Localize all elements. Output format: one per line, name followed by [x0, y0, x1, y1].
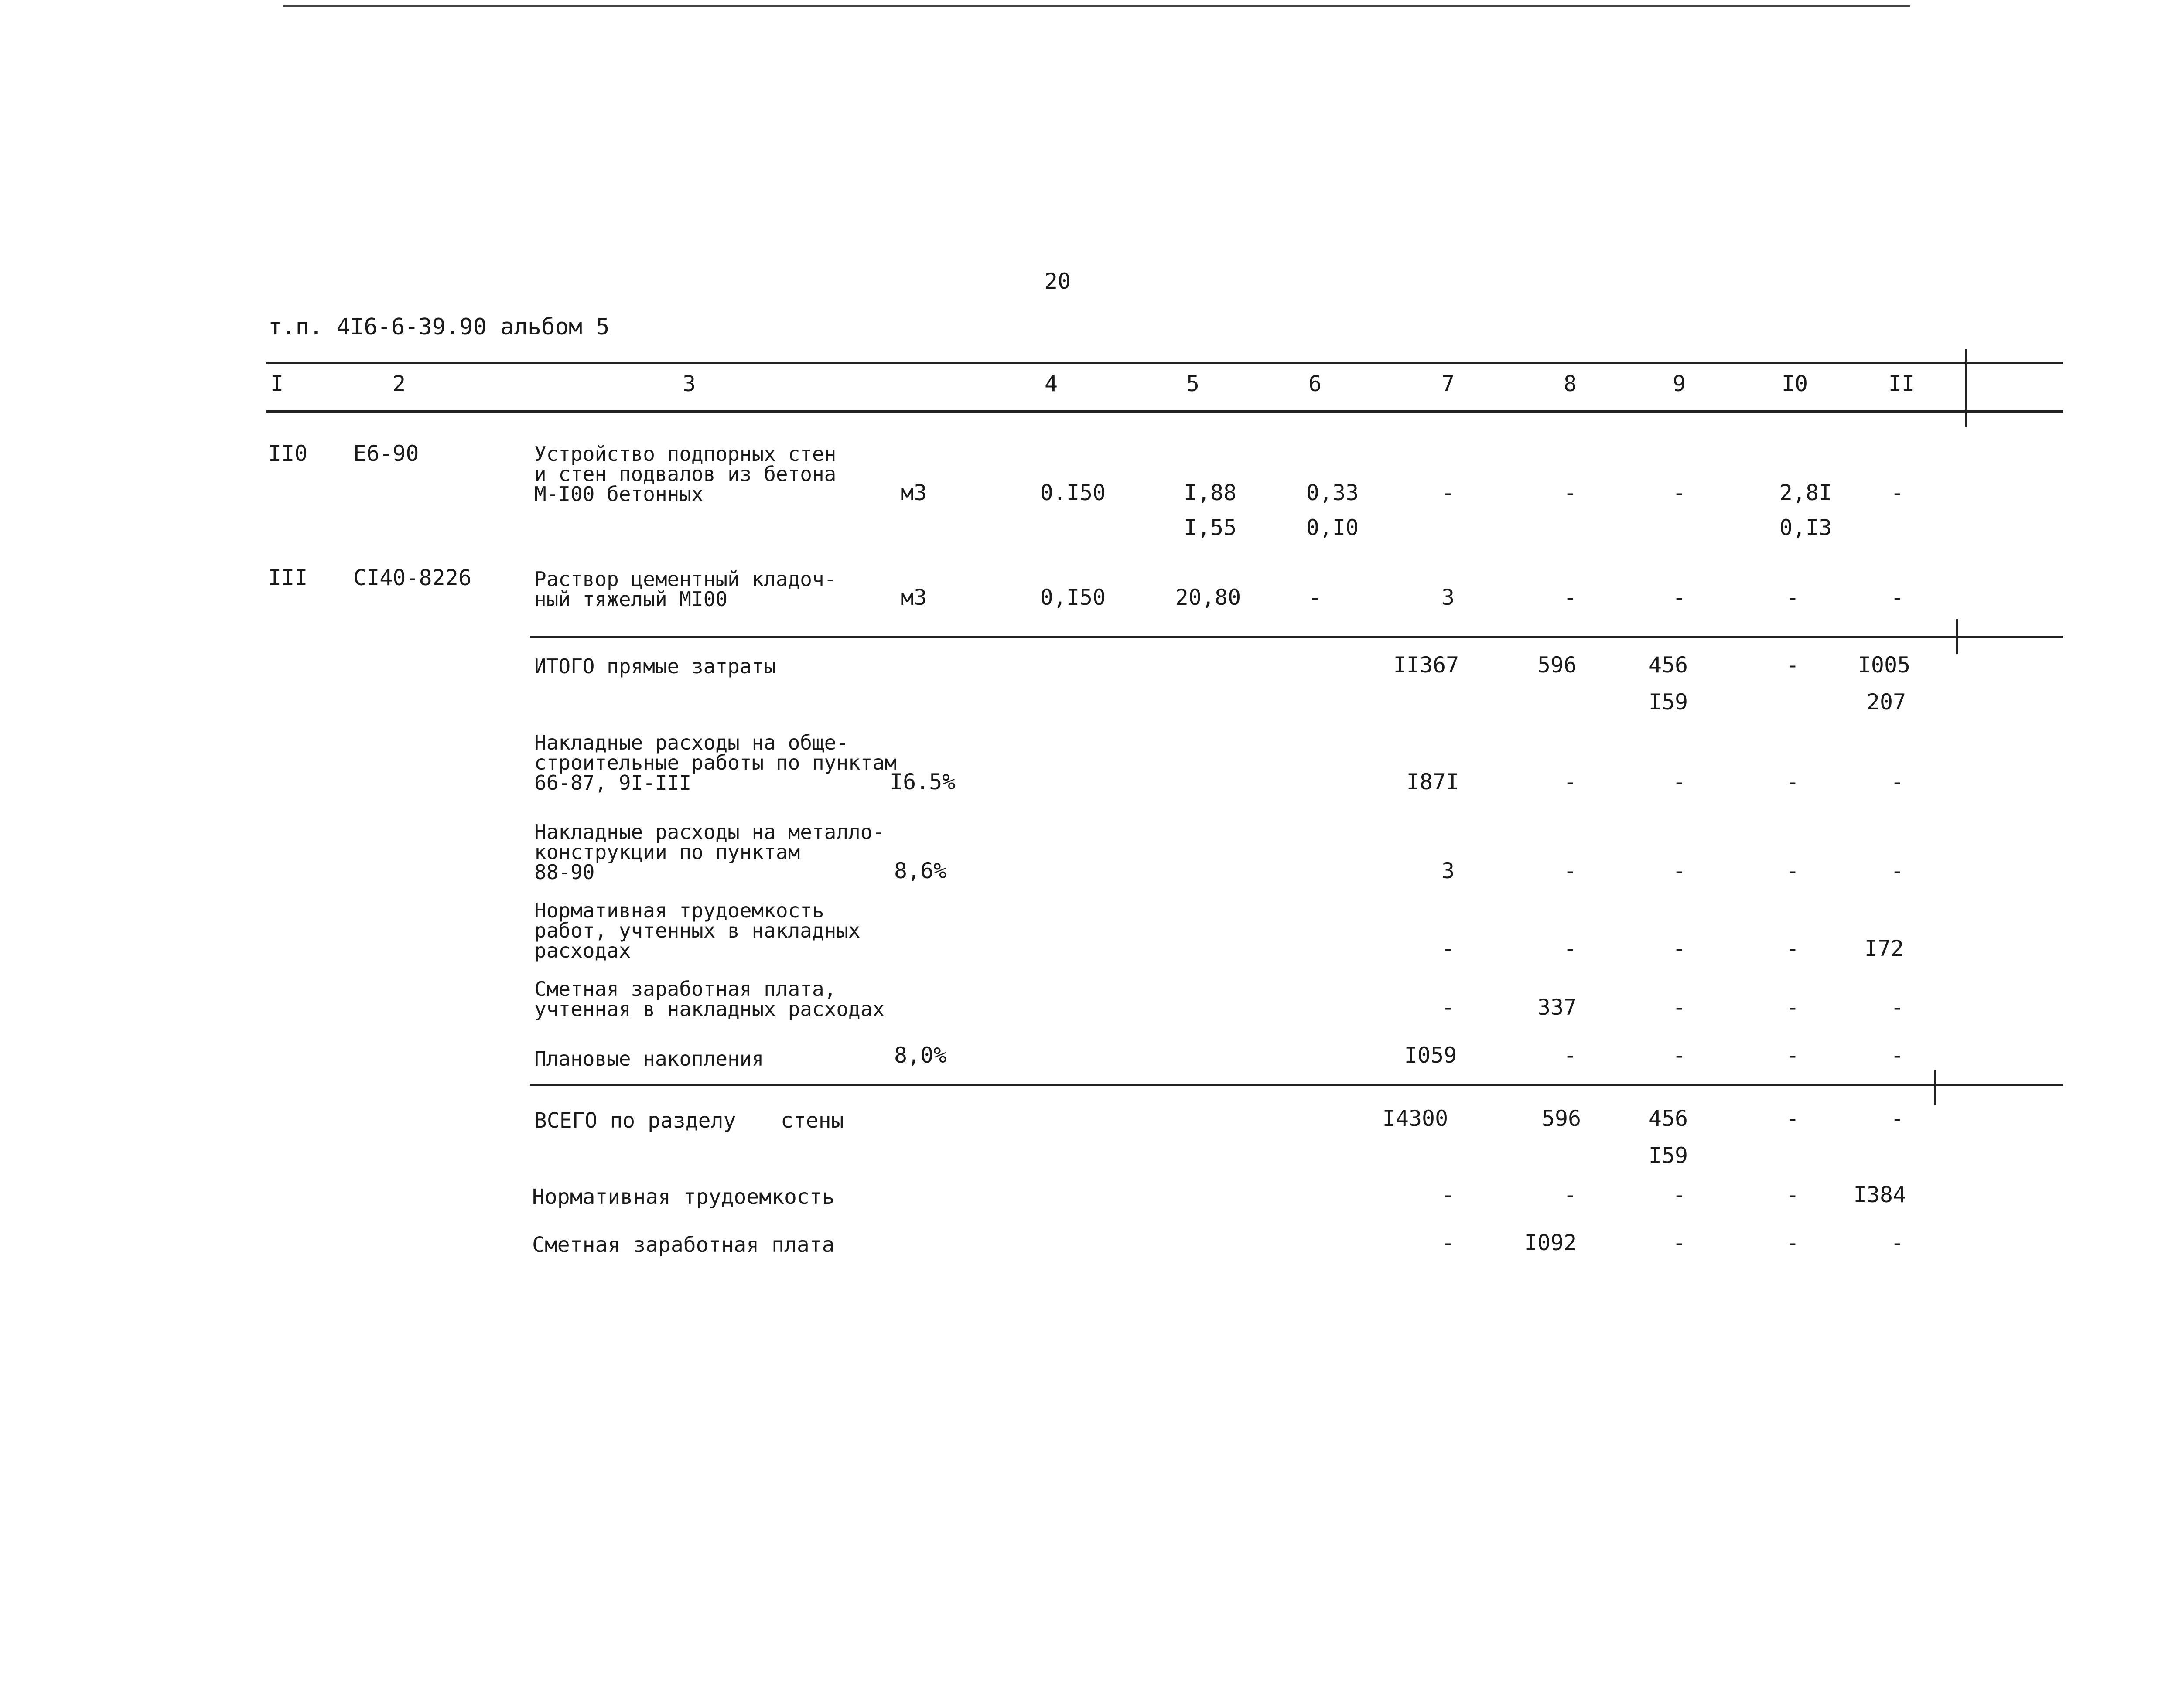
- col-header-7: 7: [1441, 371, 1455, 396]
- row-col4: 0.I50: [1040, 480, 1106, 505]
- row-col4: 0,I50: [1040, 585, 1106, 610]
- labor-norm-overhead-col8: -: [1563, 936, 1577, 961]
- row-code: CI40-8226: [353, 565, 471, 590]
- section-wages-col8: I092: [1524, 1230, 1577, 1255]
- planned-savings-col8: -: [1563, 1043, 1577, 1068]
- overhead-metal-percent: 8,6%: [894, 858, 947, 883]
- section-total-col11: -: [1890, 1106, 1904, 1131]
- items-bottom-rule: [530, 636, 2063, 638]
- row-col7: -: [1441, 480, 1455, 505]
- col-header-5: 5: [1186, 371, 1200, 396]
- col-header-6: 6: [1308, 371, 1322, 396]
- planned-savings-col7: I059: [1404, 1043, 1457, 1068]
- overhead-general-col10: -: [1786, 769, 1800, 794]
- wages-overhead-col11: -: [1890, 995, 1904, 1020]
- section-total-col8: 596: [1541, 1106, 1581, 1131]
- planned-savings-col10: -: [1786, 1043, 1800, 1068]
- header-top-rule: [266, 362, 2063, 364]
- total-direct-label: ИТОГО прямые затраты: [534, 655, 776, 678]
- overhead-general-col7: I87I: [1406, 769, 1459, 794]
- planned-savings-label: Плановые накопления: [534, 1047, 764, 1070]
- wages-overhead-label: Сметная заработная плата, учтенная в накладных расходах: [534, 977, 885, 1021]
- row-number: II0: [268, 441, 308, 466]
- row-col6: 0,33: [1306, 480, 1359, 505]
- wages-overhead-col7: -: [1441, 995, 1455, 1020]
- right-border-line: [1965, 349, 1967, 427]
- section-total-col9: 456: [1648, 1106, 1688, 1131]
- overhead-metal-col7: 3: [1441, 858, 1455, 883]
- row-col6-secondary: 0,I0: [1306, 515, 1359, 540]
- labor-norm-overhead-col9: -: [1672, 936, 1686, 961]
- labor-norm-overhead-label: Нормативная трудоемкость работ, учтенных в накладных расходах: [534, 899, 861, 962]
- overhead-general-col11: -: [1890, 769, 1904, 794]
- col-header-8: 8: [1563, 371, 1577, 396]
- planned-savings-col11: -: [1890, 1043, 1904, 1068]
- overhead-general-col8: -: [1563, 769, 1577, 794]
- planned-savings-col9: -: [1672, 1043, 1686, 1068]
- row-col9: -: [1672, 480, 1686, 505]
- row-description: Раствор цементный кладоч- ный тяжелый MI00: [534, 567, 837, 611]
- total-direct-col7: II367: [1393, 652, 1459, 678]
- section-labor-col8: -: [1563, 1182, 1577, 1207]
- labor-norm-overhead-col10: -: [1786, 936, 1800, 961]
- col-header-2: 2: [392, 371, 406, 396]
- col-header-4: 4: [1044, 371, 1058, 396]
- row-col5: 20,80: [1175, 585, 1241, 610]
- row-col6: -: [1308, 585, 1322, 610]
- overhead-metal-col10: -: [1786, 858, 1800, 883]
- col-header-3: 3: [682, 371, 696, 396]
- subtotal-bottom-rule: [530, 1084, 2063, 1086]
- row-col8: -: [1563, 480, 1577, 505]
- section-labor-col10: -: [1786, 1182, 1800, 1207]
- row-col10: 2,8I: [1779, 480, 1832, 505]
- header-bottom-rule: [266, 410, 2063, 413]
- labor-norm-overhead-col11: I72: [1864, 936, 1904, 961]
- section-total-label: ВСЕГО по разделу: [534, 1108, 736, 1133]
- overhead-metal-label: Накладные расходы на металло- конструкции по пунктам 88-90: [534, 820, 885, 884]
- section-labor-col11: I384: [1853, 1182, 1906, 1207]
- section-labor-label: Нормативная трудоемкость: [532, 1185, 835, 1209]
- overhead-general-label: Накладные расходы на обще- строительные работы по пунктам 66-87, 9I-III: [534, 731, 897, 794]
- total-direct-col9-secondary: I59: [1648, 689, 1688, 715]
- row-col11: -: [1890, 480, 1904, 505]
- row-col8: -: [1563, 585, 1577, 610]
- section-total-label-2: стены: [781, 1108, 844, 1133]
- row-col5: I,88: [1184, 480, 1237, 505]
- row-col10: -: [1786, 585, 1800, 610]
- section-total-col9-secondary: I59: [1648, 1143, 1688, 1168]
- row-col11: -: [1890, 585, 1904, 610]
- page-number: 20: [1044, 269, 1071, 294]
- col-header-9: 9: [1672, 371, 1686, 396]
- row-unit: м3: [901, 480, 927, 505]
- overhead-metal-col11: -: [1890, 858, 1904, 883]
- section-wages-col9: -: [1672, 1230, 1686, 1255]
- section-total-col10: -: [1786, 1106, 1800, 1131]
- row-col5-secondary: I,55: [1184, 515, 1237, 540]
- document-reference: т.п. 4I6-6-39.90 альбом 5: [268, 314, 610, 340]
- section-wages-col10: -: [1786, 1230, 1800, 1255]
- wages-overhead-col9: -: [1672, 995, 1686, 1020]
- planned-savings-percent: 8,0%: [894, 1043, 947, 1068]
- section-wages-label: Сметная заработная плата: [532, 1233, 835, 1257]
- total-direct-col10: -: [1786, 652, 1800, 678]
- section-wages-col11: -: [1890, 1230, 1904, 1255]
- row-unit: м3: [901, 585, 927, 610]
- row-col7: 3: [1441, 585, 1455, 610]
- row-col9: -: [1672, 585, 1686, 610]
- overhead-general-percent: I6.5%: [890, 769, 956, 794]
- wages-overhead-col10: -: [1786, 995, 1800, 1020]
- section-labor-col9: -: [1672, 1182, 1686, 1207]
- row-col10-secondary: 0,I3: [1779, 515, 1832, 540]
- row-description: Устройство подпорных стен и стен подвалов из бетона М-I00 бетонных: [534, 442, 837, 506]
- section-total-col7: I4300: [1382, 1106, 1448, 1131]
- top-edge-line: [283, 5, 1910, 7]
- overhead-metal-col8: -: [1563, 858, 1577, 883]
- total-direct-col9: 456: [1648, 652, 1688, 678]
- row-number: III: [268, 565, 308, 590]
- section-labor-col7: -: [1441, 1182, 1455, 1207]
- total-direct-col11: I005: [1858, 652, 1911, 678]
- section-wages-col7: -: [1441, 1230, 1455, 1255]
- labor-norm-overhead-col7: -: [1441, 936, 1455, 961]
- row-code: E6-90: [353, 441, 419, 466]
- col-header-1: I: [270, 371, 284, 396]
- right-tick-1: [1956, 619, 1958, 654]
- total-direct-col8: 596: [1537, 652, 1577, 678]
- wages-overhead-col8: 337: [1537, 995, 1577, 1020]
- col-header-10: I0: [1781, 371, 1808, 396]
- overhead-metal-col9: -: [1672, 858, 1686, 883]
- overhead-general-col9: -: [1672, 769, 1686, 794]
- total-direct-col11-secondary: 207: [1866, 689, 1906, 715]
- right-tick-2: [1934, 1070, 1936, 1105]
- col-header-11: II: [1888, 371, 1915, 396]
